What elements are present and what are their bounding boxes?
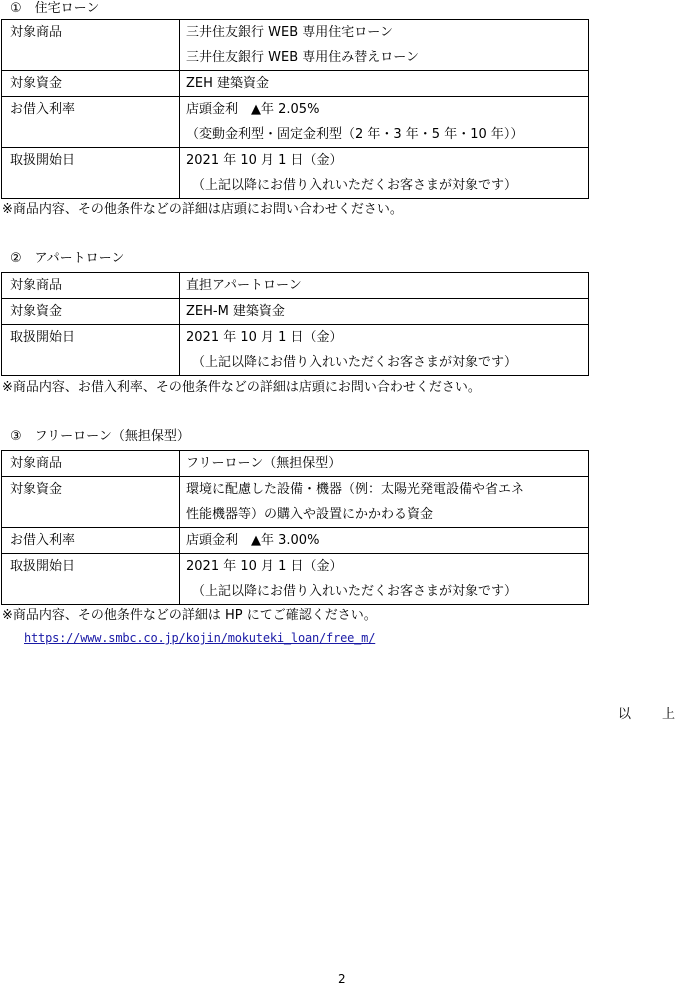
row-label: お借入利率 [2,97,180,148]
row-value [180,273,589,299]
row-label: 取扱開始日 [2,554,180,605]
row-label: 対象資金 [2,477,180,528]
value-line: 環境に配慮した設備・機器（例：太陽光発電設備や省エネ [186,482,525,497]
table-row [2,273,589,299]
row-label: お借入利率 [2,528,180,554]
row-label: 対象資金 [2,71,180,97]
value-line: 2021 年 10 月 1 日（金） [186,559,343,574]
row-value [180,299,589,325]
table-row [2,97,589,148]
row-label: 取扱開始日 [2,325,180,376]
row-value [180,528,589,554]
table-row [2,71,589,97]
housing-loan-note: ※商品内容、その他条件などの詳細は店頭にお問い合わせください。 [2,202,403,217]
apartment-loan-note: ※商品内容、お借入利率、その他条件などの詳細は店頭にお問い合わせください。 [2,380,481,395]
row-value [180,325,589,376]
row-label: 対象資金 [2,299,180,325]
table-row [2,554,589,605]
housing-loan-table [1,19,589,199]
row-label: 対象商品 [2,451,180,477]
value-line: 店頭金利 ▲年 2.05% [186,102,320,117]
free-loan-note: ※商品内容、その他条件などの詳細は HP にてご確認ください。 [2,608,377,623]
section-heading-apartment-loan: ② アパートローン [10,251,125,266]
value-line: 2021 年 10 月 1 日（金） [186,153,343,168]
row-value [180,451,589,477]
table-row [2,148,589,199]
closing-mark-left: 以 [618,707,632,722]
value-line: 性能機器等）の購入や設置にかかわる資金 [186,507,434,522]
table-row [2,299,589,325]
value-line: 店頭金利 ▲年 3.00% [186,533,320,548]
value-line: （上記以降にお借り入れいただくお客さまが対象です） [192,178,518,193]
row-value [180,20,589,71]
free-loan-table [1,450,589,605]
value-line: 三井住友銀行 WEB 専用住み替えローン [186,50,419,65]
section-heading-housing-loan: ① 住宅ローン [10,1,100,16]
table-row [2,451,589,477]
value-line: ZEH-M 建築資金 [186,304,285,319]
value-line: フリーローン（無担保型） [186,456,342,471]
value-line: 直担アパートローン [186,278,302,293]
row-label: 取扱開始日 [2,148,180,199]
row-label: 対象商品 [2,20,180,71]
row-value [180,477,589,528]
row-value [180,71,589,97]
row-label: 対象商品 [2,273,180,299]
row-value [180,554,589,605]
table-row [2,477,589,528]
page-number: 2 [338,972,346,986]
value-line: （上記以降にお借り入れいただくお客さまが対象です） [192,355,518,370]
value-line: （上記以降にお借り入れいただくお客さまが対象です） [192,584,518,599]
value-line: 三井住友銀行 WEB 専用住宅ローン [186,25,393,40]
table-row [2,528,589,554]
closing-mark-right: 上 [662,707,676,722]
table-row [2,325,589,376]
row-value [180,148,589,199]
value-line: ZEH 建築資金 [186,76,270,91]
table-row [2,20,589,71]
row-value [180,97,589,148]
apartment-loan-table [1,272,589,376]
value-line: 2021 年 10 月 1 日（金） [186,330,343,345]
value-line: （変動金利型・固定金利型（2 年・3 年・5 年・10 年）） [186,127,524,142]
free-loan-url-link[interactable]: https://www.smbc.co.jp/kojin/mokuteki_loan/free_m/ [24,631,376,645]
section-heading-free-loan: ③ フリーローン（無担保型） [10,429,190,444]
